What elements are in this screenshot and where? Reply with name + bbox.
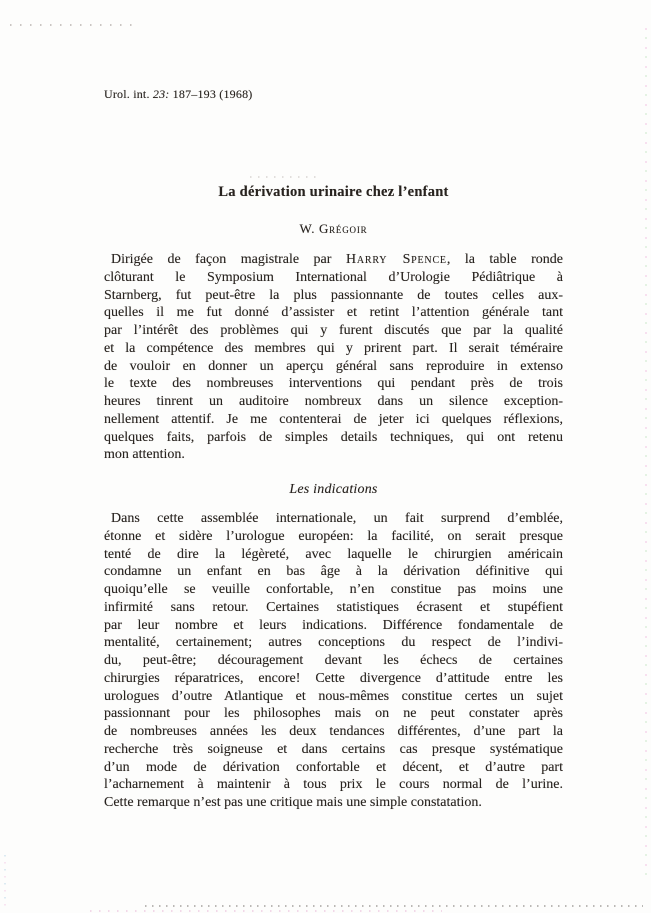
paragraph-les-indications	[104, 510, 563, 812]
text-line: infirmité sans retour. Certaines statistiques écrasent et stupéfient	[104, 599, 563, 615]
scan-noise-above-title	[250, 176, 320, 178]
text-line: étonne et sidère l’urologue européen: la facilité, on serait presque	[104, 528, 563, 544]
text-line: quelles il me fut donné d’assister et retint l’attention générale tant	[104, 305, 563, 321]
journal-ref-pages: 187–193 (1968)	[169, 87, 253, 101]
text-line: l’acharnement à maintenir à tous prix le cours normal de l’urine.	[104, 777, 563, 793]
author-surname: Grégoir	[318, 221, 368, 236]
text-line: du, peut-être; découragement devant les échecs de certaines	[104, 653, 563, 668]
text-line: de nombreuses années les deux tendances différentes, d’une part la	[104, 724, 563, 739]
scan-noise-top	[10, 24, 140, 26]
text-run: , la table ronde	[446, 252, 563, 267]
text-line: tenté de dire la légèreté, avec laquelle le chirurgien américain	[104, 546, 563, 562]
text-line: nellement attentif. Je me contenterai de jeter ici quelques réflexions,	[104, 411, 563, 427]
article-title: La dérivation urinaire chez l’enfant	[218, 184, 449, 200]
text-line: quoiqu’elle se veuille confortable, n’en constitue pas moins une	[104, 582, 563, 597]
text-line: Cette remarque n’est pas une critique mais une simple constatation.	[104, 795, 482, 810]
text-line: mentalité, certainement; autres conceptions du respect de l’indivi-	[104, 635, 563, 651]
scan-noise-bottom-line-2	[90, 910, 442, 912]
text-line: et la compétence des membres qui y prirent part. Il serait téméraire	[104, 340, 563, 356]
text-line: chirurgies réparatrices, encore! Cette divergence d’attitude entre les	[104, 670, 563, 686]
text-line: le texte des nombreuses interventions qui pendant près de trois	[104, 376, 563, 392]
text-line: clôturant le Symposium International d’Urologie Pédiâtrique à	[104, 269, 563, 285]
text-line: urologues d’outre Atlantique et nous-mêmes constitue certes un sujet	[104, 688, 563, 704]
scan-noise-left-bottom	[4, 855, 6, 910]
text-line: condamne un enfant en bas âge à la dérivation définitive qui	[104, 564, 563, 580]
text-run: Dirigée de façon magistrale par	[111, 252, 346, 267]
text-line: quelques faits, parfois de simples details techniques, qui ont retenu	[104, 429, 563, 445]
text-line: Starnberg, fut peut-être la plus passionnante de toutes celles aux-	[104, 287, 563, 303]
text-line: passionnant pour les philosophes mais on ne peut constater après	[104, 706, 563, 722]
text-line: par l’intérêt des problèmes qui y furent discutés que par la qualité	[104, 323, 563, 338]
scan-noise-bottom-line	[145, 905, 643, 907]
journal-reference	[104, 87, 252, 102]
text-line: par leur nombre et leurs indications. Différence fondamentale de	[104, 617, 563, 633]
paragraph-introduction	[104, 251, 563, 464]
author-initial: W.	[299, 221, 316, 236]
scan-noise-right-edge	[645, 28, 647, 880]
text-line: mon attention.	[104, 447, 185, 463]
text-line: heures tinrent un auditoire nombreux dans un silence exception-	[104, 394, 563, 409]
section-heading: Les indications	[289, 482, 378, 497]
text-line	[104, 251, 563, 269]
text-line: de vouloir en donner un aperçu général sans reproduire in extenso	[104, 358, 563, 374]
article-author	[104, 221, 563, 237]
text-line: recherche très soigneuse et dans certains cas presque systématique	[104, 741, 563, 757]
journal-volume: 23:	[152, 87, 170, 101]
text-line: Dans cette assemblée internationale, un fait surprend d’emblée,	[111, 511, 563, 526]
text-line: d’un mode de dérivation confortable et décent, et d’autre part	[104, 759, 563, 775]
person-name: Harry Spence	[345, 252, 447, 267]
journal-ref-pre: Urol. int.	[104, 87, 153, 101]
